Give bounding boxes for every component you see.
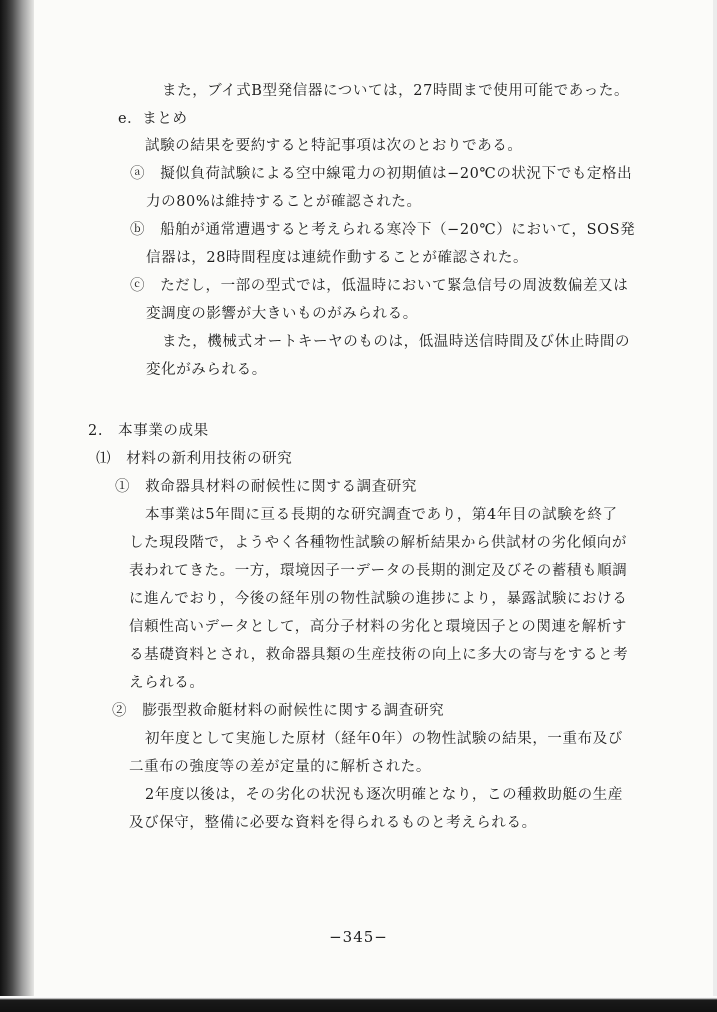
text-line: 2年度以後は，その劣化の状況も逐次明確となり，この種救助艇の生産 (145, 787, 623, 803)
text-line: 信器は，28時間程度は連続作動することが確認された。 (146, 250, 529, 266)
text-line: に進んでおり，今後の経年別の物性試験の進捗により，暴露試験における (129, 591, 628, 607)
list-item-c: ⓒ ただし，一部の型式では，低温時において緊急信号の周波数偏差又は (130, 278, 629, 294)
section-heading: 2. 本事業の成果 (88, 423, 209, 439)
text-line: また，ブイ式B型発信器については，27時間まで使用可能であった。 (162, 83, 630, 99)
text-line: る基礎資料とされ，救命器具類の生産技術の向上に多大の寄与をすると考 (129, 647, 629, 663)
text-line: また，機械式オートキーヤのものは，低温時送信時間及び休止時間の (162, 334, 631, 350)
text-line: 表われてきた。一方，環境因子一データの長期的測定及びその蓄積も順調 (129, 563, 628, 579)
text-line: した現段階で，ようやく各種物性試験の解析結果から供試材の劣化傾向が (129, 535, 628, 551)
text-line: 変化がみられる。 (146, 362, 267, 378)
text-line: 試験の結果を要約すると特記事項は次のとおりである。 (145, 138, 523, 154)
subsection-heading: ① 救命器具材料の耐候性に関する調査研究 (115, 479, 417, 495)
text-line: 本事業は5年間に亘る長期的な研究調査であり，第4年目の試験を終了 (145, 507, 618, 523)
list-item-a: ⓐ 擬似負荷試験による空中線電力の初期値は−20℃の状況下でも定格出 (130, 166, 633, 182)
text-line: 初年度として実施した原材（経年0年）の物性試験の結果，一重布及び (145, 731, 623, 747)
text-line: 及び保守，整備に必要な資料を得られるものと考えられる。 (129, 815, 537, 831)
section-heading: e．まとめ (118, 111, 188, 127)
page-bottom-shadow (0, 996, 717, 1012)
book-spine-shadow (0, 0, 34, 1012)
list-item-b: ⓑ 船舶が通常遭遇すると考えられる寒冷下（−20℃）において，SOS発 (130, 222, 636, 238)
text-line: 信頼性高いデータとして，高分子材料の劣化と環境因子との関連を解析す (129, 619, 628, 635)
text-line: 二重布の強度等の差が定量的に解析された。 (129, 759, 431, 775)
subsection-heading: ⑴ 材料の新利用技術の研究 (96, 451, 293, 467)
text-line: えられる。 (129, 675, 205, 691)
subsection-heading: ② 膨張型救命艇材料の耐候性に関する調査研究 (112, 703, 445, 719)
page-right-edge (713, 0, 717, 1012)
text-line: 変調度の影響が大きいものがみられる。 (146, 306, 418, 322)
text-line: 力の80%は維持することが確認された。 (146, 194, 422, 210)
page-number: −345− (329, 928, 388, 946)
